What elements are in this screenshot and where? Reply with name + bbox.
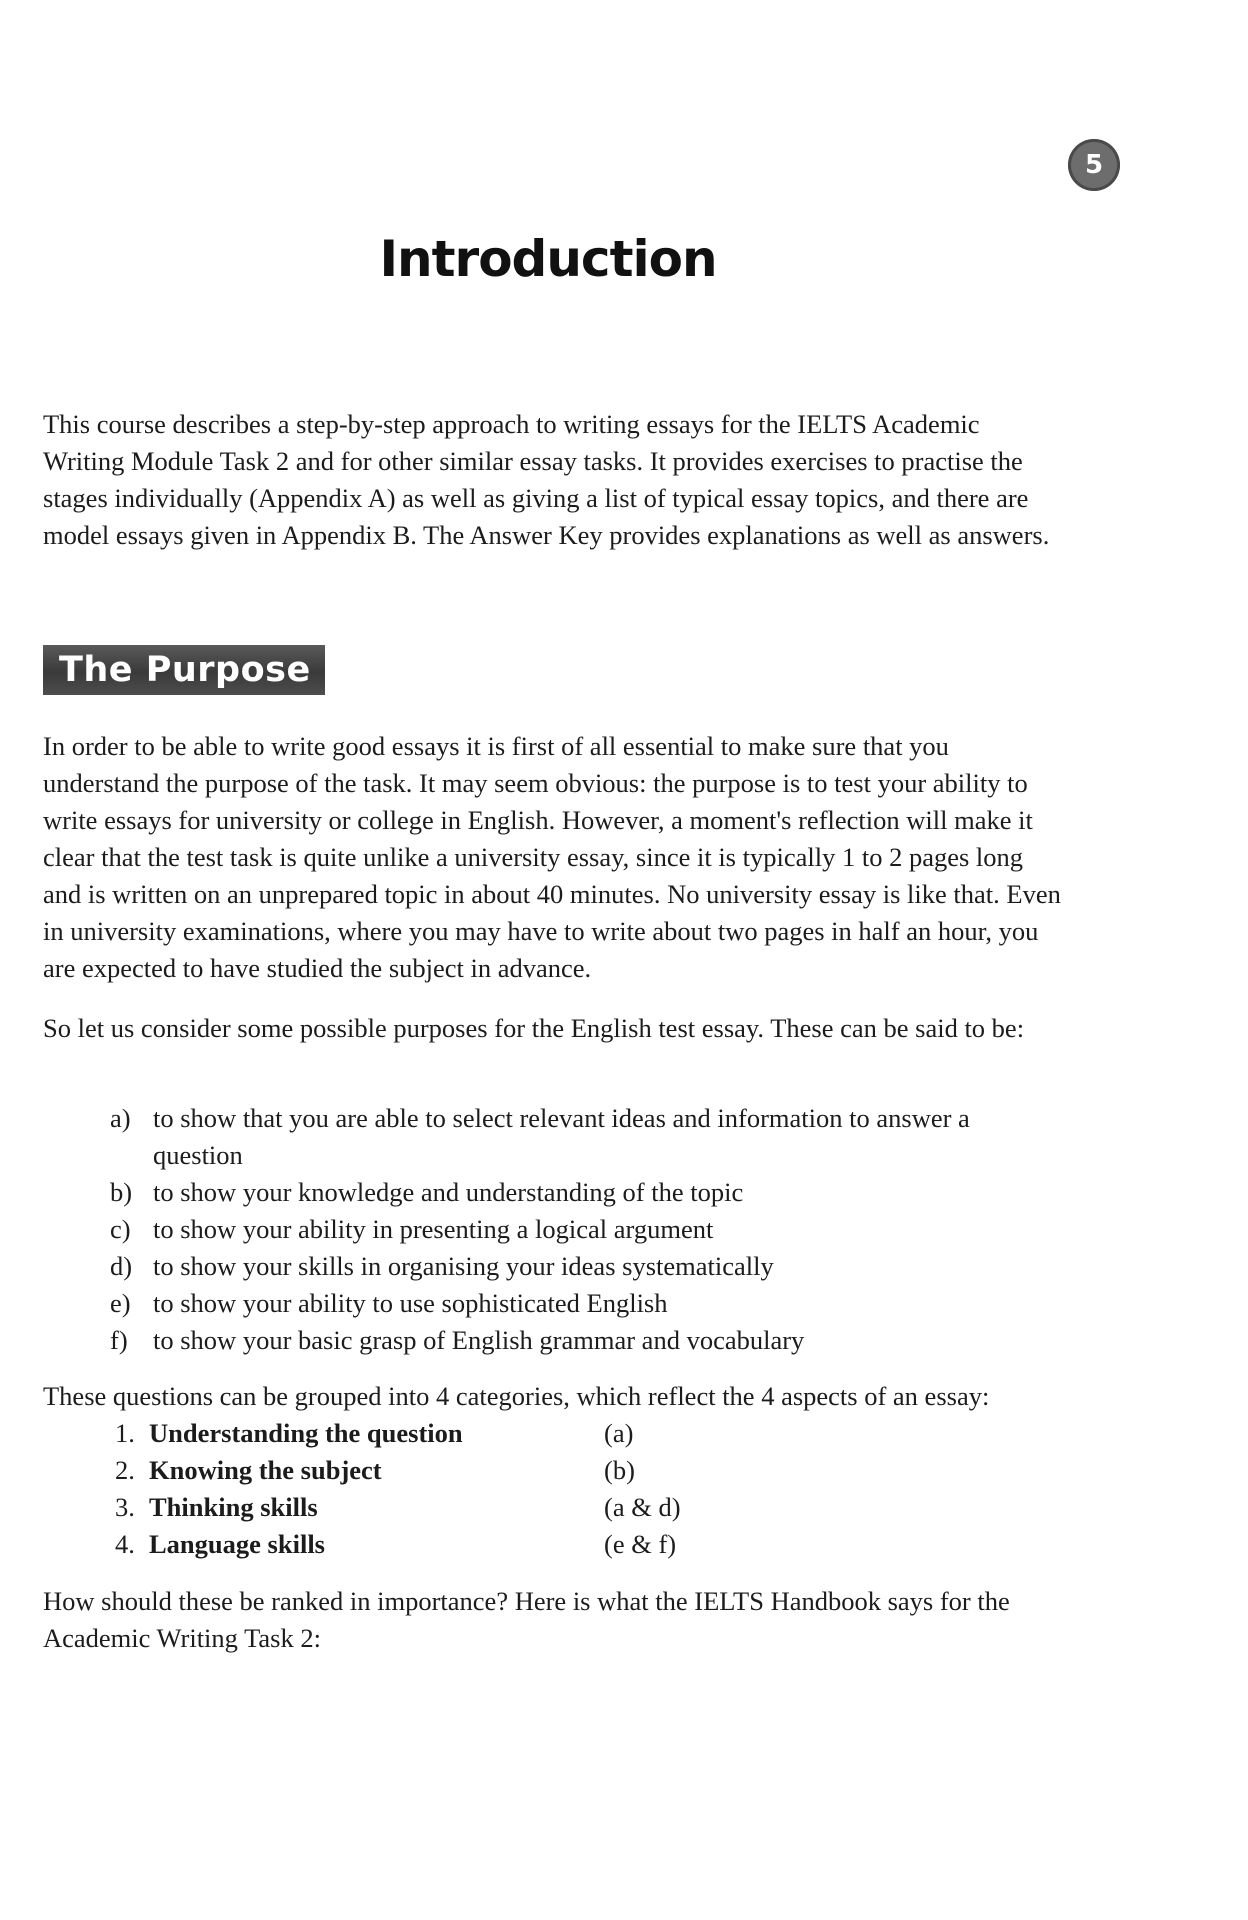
page-title: Introduction bbox=[379, 230, 717, 288]
list-item-marker: e) bbox=[110, 1288, 131, 1318]
list-item-text: to show your ability in presenting a logical argument bbox=[153, 1214, 714, 1244]
category-number: 2. bbox=[115, 1455, 135, 1485]
list-item bbox=[110, 1285, 1060, 1322]
intro-paragraph: This course describes a step-by-step approach to writing essays for the IELTS Academic Writing Module Task 2 and for other similar essay tasks. It provides exercises to practise the stages individually (Appendix A) as well as giving a list of typical essay topics, and there are model essays given in Appendix B. The Answer Key provides explanations as well as answers. bbox=[43, 409, 1050, 550]
list-item-marker: c) bbox=[110, 1214, 131, 1244]
category-number: 4. bbox=[115, 1529, 135, 1559]
category-row bbox=[115, 1526, 815, 1563]
purpose-paragraph-2: So let us consider some possible purposes for the English test essay. These can be said to be: bbox=[43, 1013, 1025, 1043]
list-item-text: to show your knowledge and understanding of the topic bbox=[153, 1177, 744, 1207]
category-reference: (e & f) bbox=[604, 1529, 677, 1559]
list-item bbox=[110, 1211, 1060, 1248]
category-row bbox=[115, 1452, 815, 1489]
category-label: Knowing the subject bbox=[149, 1455, 382, 1485]
list-item bbox=[110, 1248, 1060, 1285]
list-item bbox=[110, 1174, 1060, 1211]
purpose-paragraph-1: In order to be able to write good essays it is first of all essential to make sure that you understand the purpose of the task. It may seem obvious: the purpose is to test your ability to write essays for university or college in English. However, a moment's reflection will make it clear that the test task is quite unlike a university essay, since it is typically 1 to 2 pages long and is written on an unprepared topic in about 40 minutes. No university essay is like that. Even in university examinations, where you may have to write about two pages in half an hour, you are expected to have studied the subject in advance. bbox=[43, 731, 1061, 983]
categories-intro: These questions can be grouped into 4 categories, which reflect the 4 aspects of an essay: bbox=[43, 1381, 990, 1411]
list-item bbox=[110, 1322, 1060, 1359]
list-item bbox=[110, 1100, 1060, 1174]
category-reference: (b) bbox=[604, 1455, 635, 1485]
closing-paragraph: How should these be ranked in importance? Here is what the IELTS Handbook says for the Academic Writing Task 2: bbox=[43, 1586, 1010, 1653]
category-label: Understanding the question bbox=[149, 1418, 463, 1448]
section-heading-purpose: The Purpose bbox=[43, 645, 325, 695]
list-item-text: to show your basic grasp of English grammar and vocabulary bbox=[153, 1325, 805, 1355]
categories-list bbox=[115, 1415, 815, 1563]
list-item-marker: f) bbox=[110, 1325, 128, 1355]
category-label: Thinking skills bbox=[149, 1492, 318, 1522]
list-item-text: to show that you are able to select relevant ideas and information to answer a question bbox=[153, 1103, 970, 1170]
list-item-marker: a) bbox=[110, 1103, 131, 1133]
page-number-badge: 5 bbox=[1068, 139, 1120, 191]
category-reference: (a & d) bbox=[604, 1492, 681, 1522]
category-number: 3. bbox=[115, 1492, 135, 1522]
category-number: 1. bbox=[115, 1418, 135, 1448]
category-label: Language skills bbox=[149, 1529, 325, 1559]
list-item-text: to show your ability to use sophisticated English bbox=[153, 1288, 668, 1318]
list-item-marker: d) bbox=[110, 1251, 133, 1281]
list-item-marker: b) bbox=[110, 1177, 133, 1207]
category-row bbox=[115, 1489, 815, 1526]
list-item-text: to show your skills in organising your ideas systematically bbox=[153, 1251, 774, 1281]
category-reference: (a) bbox=[604, 1418, 634, 1448]
purposes-list bbox=[110, 1100, 1060, 1359]
category-row bbox=[115, 1415, 815, 1452]
